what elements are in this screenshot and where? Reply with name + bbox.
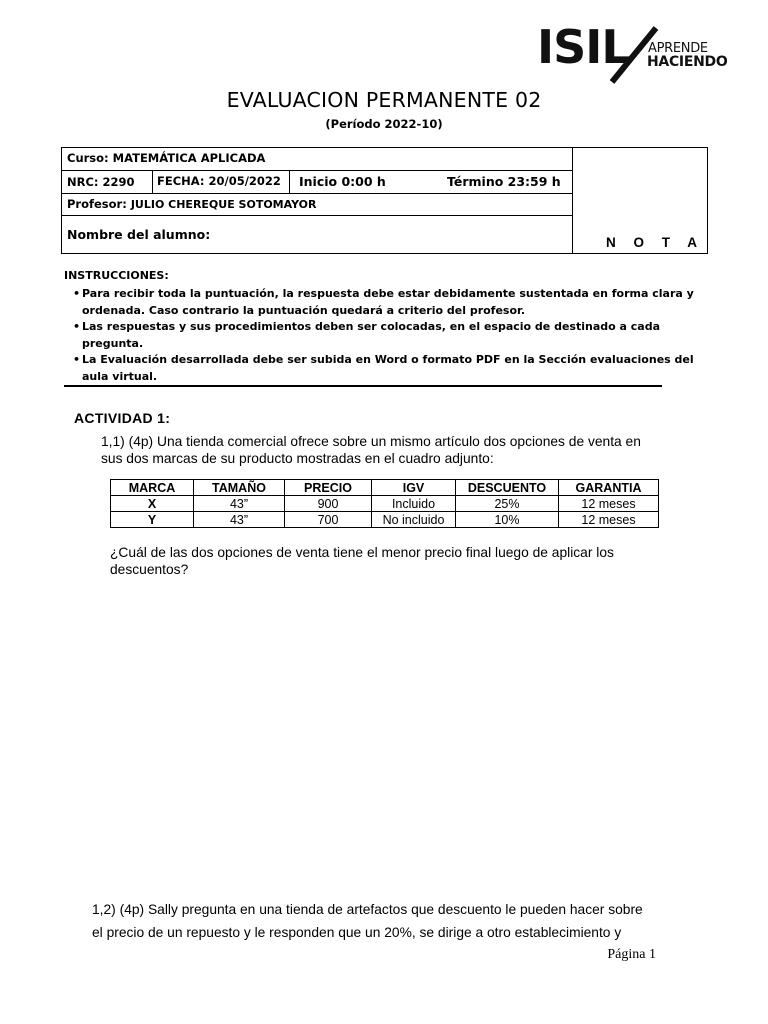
professor-label: Profesor: (67, 197, 127, 211)
column-header: TAMAÑO (194, 480, 285, 496)
table-cell: 43” (194, 496, 285, 512)
column-header: MARCA (111, 480, 194, 496)
instructions-title: INSTRUCCIONES: (64, 269, 169, 282)
instruction-line: pregunta. (82, 336, 144, 350)
instruction-line: Para recibir toda la puntuación, la respuesta debe estar debidamente sustentada en forma clara y (82, 287, 694, 300)
nrc-field: NRC: 2290 (67, 175, 135, 189)
logo-tagline-haciendo: HACIENDO (647, 54, 728, 70)
page-number: Página 1 (607, 947, 656, 962)
table-cell: 700 (285, 512, 372, 528)
document-title: EVALUACION PERMANENTE 02 (226, 88, 542, 112)
instruction-line: La Evaluación desarrollada debe ser subida en Word o formato PDF en la Sección evaluaciones del (82, 353, 694, 366)
column-header: PRECIO (285, 480, 372, 496)
question-line: descuentos? (110, 562, 189, 577)
question-line: el precio de un repuesto y le responden que un 20%, se dirige a otro establecimiento y (92, 925, 622, 940)
table-cell: 12 meses (559, 512, 659, 528)
question-1-ask (110, 544, 614, 578)
instructions-divider (64, 385, 662, 387)
instruction-line: aula virtual. (82, 369, 158, 383)
table-cell: 10% (456, 512, 559, 528)
bullet-icon: • (73, 320, 81, 333)
comparison-table (110, 479, 659, 528)
table-cell: X (111, 496, 194, 512)
question-line: 1,2) (4p) Sally pregunta en una tienda de artefactos que descuento le pueden hacer sobre (92, 902, 643, 917)
end-time-field: Término 23:59 h (447, 174, 561, 189)
bullet-icon: • (73, 353, 81, 366)
question-2-statement (92, 898, 643, 944)
table-row (111, 512, 659, 528)
table-cell: Incluido (372, 496, 456, 512)
table-cell: 12 meses (559, 496, 659, 512)
logo-isil: ISIL (537, 20, 630, 74)
instruction-item (73, 352, 694, 385)
table-cell: 900 (285, 496, 372, 512)
table-cell: 43” (194, 512, 285, 528)
question-line: sus dos marcas de su producto mostradas en el cuadro adjunto: (101, 451, 494, 466)
instruction-line: Las respuestas y sus procedimientos deben ser colocadas, en el espacio de destinado a cada (82, 320, 661, 333)
instruction-line: ordenada. Caso contrario la puntuación quedará a criterio del profesor. (82, 303, 526, 317)
activity-title: ACTIVIDAD 1: (74, 410, 171, 426)
professor-name: JULIO CHEREQUE SOTOMAYOR (130, 198, 317, 211)
document-period: (Período 2022-10) (325, 117, 443, 131)
table-cell: Y (111, 512, 194, 528)
start-time-field: Inicio 0:00 h (299, 174, 386, 189)
question-1-statement (101, 433, 641, 467)
logo-tagline-aprende: APRENDE (648, 41, 708, 56)
instruction-item (73, 319, 661, 352)
bullet-icon: • (73, 287, 81, 300)
student-name-field: Nombre del alumno: (67, 227, 211, 242)
column-header: IGV (372, 480, 456, 496)
column-header: GARANTIA (559, 480, 659, 496)
grade-label: N O T A (606, 235, 704, 250)
question-line: 1,1) (4p) Una tienda comercial ofrece sobre un mismo artículo dos opciones de venta en (101, 434, 641, 449)
instruction-item (73, 286, 694, 319)
table-cell: No incluido (372, 512, 456, 528)
question-line: ¿Cuál de las dos opciones de venta tiene el menor precio final luego de aplicar los (110, 545, 614, 560)
table-cell: 25% (456, 496, 559, 512)
column-header: DESCUENTO (456, 480, 559, 496)
date-field: FECHA: 20/05/2022 (157, 174, 281, 188)
table-header-row (111, 480, 659, 496)
course-field: Curso: MATEMÁTICA APLICADA (67, 151, 266, 165)
table-row (111, 496, 659, 512)
professor-field (67, 197, 317, 211)
